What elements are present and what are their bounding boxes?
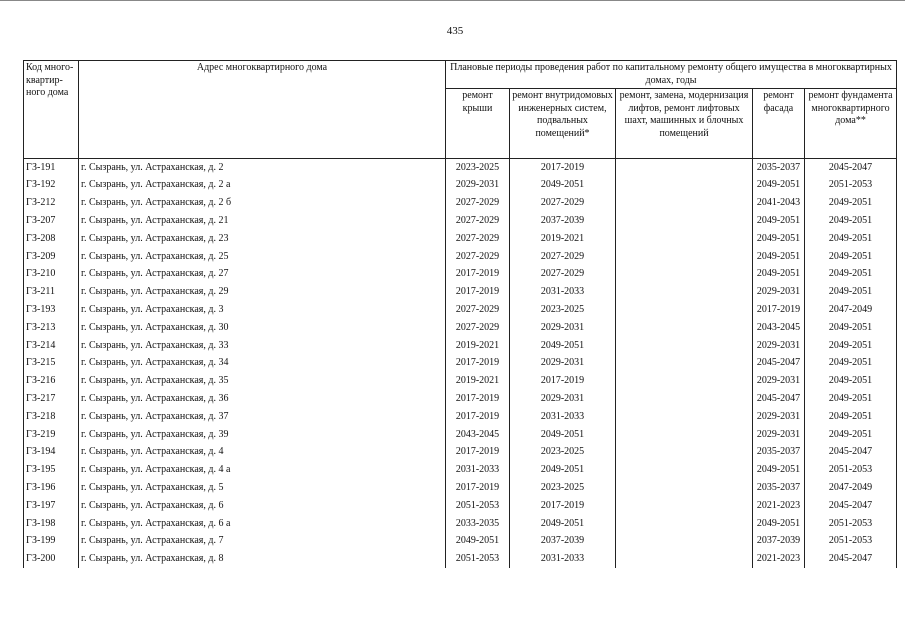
cell-lifts: [616, 462, 753, 480]
cell-lifts: [616, 230, 753, 248]
cell-systems: 2031-2033: [510, 284, 616, 302]
cell-lifts: [616, 515, 753, 533]
cell-facade: 2021-2023: [753, 551, 805, 569]
table-row: [24, 515, 897, 533]
cell-systems: 2029-2031: [510, 319, 616, 337]
cell-facade: 2045-2047: [753, 390, 805, 408]
cell-roof: 2019-2021: [446, 373, 510, 391]
cell-code: ГЗ-208: [24, 230, 79, 248]
cell-foundation: 2051-2053: [805, 462, 897, 480]
table-row: [24, 533, 897, 551]
header-periods: Плановые периоды проведения работ по капитальному ремонту общего имущества в многоквартирных домах, годы: [446, 61, 897, 89]
cell-roof: 2027-2029: [446, 212, 510, 230]
cell-lifts: [616, 337, 753, 355]
cell-lifts: [616, 408, 753, 426]
cell-facade: 2041-2043: [753, 195, 805, 213]
cell-systems: 2029-2031: [510, 390, 616, 408]
cell-code: ГЗ-213: [24, 319, 79, 337]
header-foundation: ремонт фундамента многоквартирного дома**: [805, 89, 897, 159]
table-row: [24, 390, 897, 408]
cell-lifts: [616, 195, 753, 213]
cell-facade: 2049-2051: [753, 462, 805, 480]
cell-foundation: 2051-2053: [805, 533, 897, 551]
cell-facade: 2035-2037: [753, 159, 805, 177]
table-row: [24, 248, 897, 266]
cell-foundation: 2045-2047: [805, 444, 897, 462]
cell-lifts: [616, 533, 753, 551]
cell-address: г. Сызрань, ул. Астраханская, д. 37: [79, 408, 446, 426]
cell-facade: 2049-2051: [753, 248, 805, 266]
header-roof: ремонт крыши: [446, 89, 510, 159]
cell-roof: 2027-2029: [446, 248, 510, 266]
table-row: [24, 319, 897, 337]
table-row: [24, 462, 897, 480]
cell-code: ГЗ-210: [24, 266, 79, 284]
cell-address: г. Сызрань, ул. Астраханская, д. 6: [79, 497, 446, 515]
cell-systems: 2049-2051: [510, 337, 616, 355]
cell-facade: 2029-2031: [753, 337, 805, 355]
table-row: [24, 373, 897, 391]
cell-systems: 2023-2025: [510, 479, 616, 497]
cell-code: ГЗ-197: [24, 497, 79, 515]
cell-roof: 2017-2019: [446, 266, 510, 284]
cell-code: ГЗ-200: [24, 551, 79, 569]
cell-foundation: 2045-2047: [805, 551, 897, 569]
cell-roof: 2031-2033: [446, 462, 510, 480]
cell-lifts: [616, 479, 753, 497]
top-rule: [0, 0, 905, 1]
cell-lifts: [616, 284, 753, 302]
cell-lifts: [616, 444, 753, 462]
table-row: [24, 337, 897, 355]
table-row: [24, 230, 897, 248]
cell-address: г. Сызрань, ул. Астраханская, д. 34: [79, 355, 446, 373]
cell-roof: 2027-2029: [446, 319, 510, 337]
cell-roof: 2017-2019: [446, 479, 510, 497]
cell-roof: 2029-2031: [446, 177, 510, 195]
cell-systems: 2037-2039: [510, 212, 616, 230]
cell-roof: 2017-2019: [446, 444, 510, 462]
cell-roof: 2017-2019: [446, 355, 510, 373]
cell-foundation: 2049-2051: [805, 426, 897, 444]
cell-lifts: [616, 319, 753, 337]
cell-facade: 2029-2031: [753, 408, 805, 426]
cell-systems: 2031-2033: [510, 551, 616, 569]
cell-address: г. Сызрань, ул. Астраханская, д. 7: [79, 533, 446, 551]
cell-roof: 2027-2029: [446, 230, 510, 248]
cell-facade: 2049-2051: [753, 212, 805, 230]
cell-foundation: 2049-2051: [805, 319, 897, 337]
cell-foundation: 2049-2051: [805, 230, 897, 248]
cell-foundation: 2045-2047: [805, 159, 897, 177]
cell-code: ГЗ-196: [24, 479, 79, 497]
cell-address: г. Сызрань, ул. Астраханская, д. 2 б: [79, 195, 446, 213]
cell-systems: 2023-2025: [510, 444, 616, 462]
cell-address: г. Сызрань, ул. Астраханская, д. 4 а: [79, 462, 446, 480]
table-row: [24, 301, 897, 319]
header-code: Код много-квартир-ного дома: [24, 61, 79, 159]
table-row: [24, 159, 897, 177]
cell-facade: 2035-2037: [753, 479, 805, 497]
cell-foundation: 2049-2051: [805, 355, 897, 373]
cell-lifts: [616, 373, 753, 391]
cell-roof: 2049-2051: [446, 533, 510, 551]
cell-facade: 2049-2051: [753, 266, 805, 284]
cell-foundation: 2049-2051: [805, 266, 897, 284]
cell-systems: 2027-2029: [510, 248, 616, 266]
table-row: [24, 195, 897, 213]
cell-address: г. Сызрань, ул. Астраханская, д. 23: [79, 230, 446, 248]
cell-roof: 2051-2053: [446, 551, 510, 569]
cell-code: ГЗ-216: [24, 373, 79, 391]
cell-systems: 2023-2025: [510, 301, 616, 319]
cell-foundation: 2051-2053: [805, 515, 897, 533]
cell-foundation: 2049-2051: [805, 408, 897, 426]
cell-code: ГЗ-207: [24, 212, 79, 230]
cell-roof: 2033-2035: [446, 515, 510, 533]
cell-systems: 2037-2039: [510, 533, 616, 551]
cell-systems: 2027-2029: [510, 195, 616, 213]
cell-systems: 2049-2051: [510, 426, 616, 444]
header-systems: ремонт внутридомовых инженерных систем, подвальных помещений*: [510, 89, 616, 159]
cell-roof: 2051-2053: [446, 497, 510, 515]
cell-systems: 2049-2051: [510, 177, 616, 195]
cell-code: ГЗ-214: [24, 337, 79, 355]
cell-facade: 2029-2031: [753, 373, 805, 391]
cell-lifts: [616, 301, 753, 319]
cell-facade: 2049-2051: [753, 230, 805, 248]
cell-facade: 2049-2051: [753, 515, 805, 533]
cell-systems: 2027-2029: [510, 266, 616, 284]
cell-facade: 2037-2039: [753, 533, 805, 551]
cell-address: г. Сызрань, ул. Астраханская, д. 27: [79, 266, 446, 284]
cell-roof: 2017-2019: [446, 390, 510, 408]
cell-foundation: 2049-2051: [805, 337, 897, 355]
table-row: [24, 266, 897, 284]
cell-foundation: 2049-2051: [805, 284, 897, 302]
cell-address: г. Сызрань, ул. Астраханская, д. 29: [79, 284, 446, 302]
cell-code: ГЗ-211: [24, 284, 79, 302]
cell-address: г. Сызрань, ул. Астраханская, д. 4: [79, 444, 446, 462]
table-row: [24, 408, 897, 426]
cell-systems: 2019-2021: [510, 230, 616, 248]
cell-code: ГЗ-209: [24, 248, 79, 266]
repair-plan-table: [23, 60, 897, 568]
cell-systems: 2017-2019: [510, 373, 616, 391]
cell-lifts: [616, 551, 753, 569]
cell-facade: 2035-2037: [753, 444, 805, 462]
table-row: [24, 551, 897, 569]
table-row: [24, 426, 897, 444]
cell-address: г. Сызрань, ул. Астраханская, д. 25: [79, 248, 446, 266]
cell-address: г. Сызрань, ул. Астраханская, д. 2 а: [79, 177, 446, 195]
cell-roof: 2017-2019: [446, 408, 510, 426]
cell-roof: 2023-2025: [446, 159, 510, 177]
cell-foundation: 2045-2047: [805, 497, 897, 515]
cell-lifts: [616, 497, 753, 515]
cell-lifts: [616, 390, 753, 408]
cell-facade: 2029-2031: [753, 284, 805, 302]
cell-facade: 2043-2045: [753, 319, 805, 337]
cell-facade: 2045-2047: [753, 355, 805, 373]
cell-foundation: 2047-2049: [805, 479, 897, 497]
cell-foundation: 2049-2051: [805, 248, 897, 266]
cell-foundation: 2049-2051: [805, 390, 897, 408]
cell-code: ГЗ-212: [24, 195, 79, 213]
table-row: [24, 177, 897, 195]
table-row: [24, 444, 897, 462]
cell-address: г. Сызрань, ул. Астраханская, д. 2: [79, 159, 446, 177]
cell-systems: 2029-2031: [510, 355, 616, 373]
cell-lifts: [616, 159, 753, 177]
cell-foundation: 2051-2053: [805, 177, 897, 195]
table-row: [24, 479, 897, 497]
cell-code: ГЗ-218: [24, 408, 79, 426]
cell-foundation: 2049-2051: [805, 212, 897, 230]
cell-roof: 2027-2029: [446, 195, 510, 213]
cell-facade: 2049-2051: [753, 177, 805, 195]
cell-code: ГЗ-198: [24, 515, 79, 533]
cell-facade: 2021-2023: [753, 497, 805, 515]
cell-roof: 2027-2029: [446, 301, 510, 319]
cell-code: ГЗ-217: [24, 390, 79, 408]
header-address: Адрес многоквартирного дома: [79, 61, 446, 159]
cell-foundation: 2049-2051: [805, 373, 897, 391]
cell-address: г. Сызрань, ул. Астраханская, д. 36: [79, 390, 446, 408]
cell-address: г. Сызрань, ул. Астраханская, д. 30: [79, 319, 446, 337]
cell-roof: 2019-2021: [446, 337, 510, 355]
cell-lifts: [616, 212, 753, 230]
cell-lifts: [616, 426, 753, 444]
table-row: [24, 284, 897, 302]
table-row: [24, 212, 897, 230]
cell-code: ГЗ-193: [24, 301, 79, 319]
page-number: 435: [446, 25, 464, 37]
cell-code: ГЗ-192: [24, 177, 79, 195]
table-row: [24, 355, 897, 373]
header-facade: ремонт фасада: [753, 89, 805, 159]
cell-address: г. Сызрань, ул. Астраханская, д. 8: [79, 551, 446, 569]
cell-roof: 2043-2045: [446, 426, 510, 444]
cell-systems: 2031-2033: [510, 408, 616, 426]
cell-code: ГЗ-194: [24, 444, 79, 462]
cell-foundation: 2047-2049: [805, 301, 897, 319]
cell-address: г. Сызрань, ул. Астраханская, д. 6 а: [79, 515, 446, 533]
table-body: [24, 159, 897, 569]
cell-lifts: [616, 355, 753, 373]
cell-lifts: [616, 248, 753, 266]
cell-facade: 2017-2019: [753, 301, 805, 319]
cell-foundation: 2049-2051: [805, 195, 897, 213]
cell-address: г. Сызрань, ул. Астраханская, д. 5: [79, 479, 446, 497]
cell-roof: 2017-2019: [446, 284, 510, 302]
cell-code: ГЗ-199: [24, 533, 79, 551]
cell-address: г. Сызрань, ул. Астраханская, д. 3: [79, 301, 446, 319]
cell-code: ГЗ-195: [24, 462, 79, 480]
cell-systems: 2049-2051: [510, 515, 616, 533]
cell-code: ГЗ-191: [24, 159, 79, 177]
cell-address: г. Сызрань, ул. Астраханская, д. 39: [79, 426, 446, 444]
cell-code: ГЗ-215: [24, 355, 79, 373]
cell-address: г. Сызрань, ул. Астраханская, д. 35: [79, 373, 446, 391]
cell-address: г. Сызрань, ул. Астраханская, д. 21: [79, 212, 446, 230]
cell-facade: 2029-2031: [753, 426, 805, 444]
cell-systems: 2049-2051: [510, 462, 616, 480]
cell-lifts: [616, 177, 753, 195]
cell-code: ГЗ-219: [24, 426, 79, 444]
cell-address: г. Сызрань, ул. Астраханская, д. 33: [79, 337, 446, 355]
cell-lifts: [616, 266, 753, 284]
header-lifts: ремонт, замена, модернизация лифтов, ремонт лифтовых шахт, машинных и блочных помещений: [616, 89, 753, 159]
table-row: [24, 497, 897, 515]
cell-systems: 2017-2019: [510, 497, 616, 515]
cell-systems: 2017-2019: [510, 159, 616, 177]
